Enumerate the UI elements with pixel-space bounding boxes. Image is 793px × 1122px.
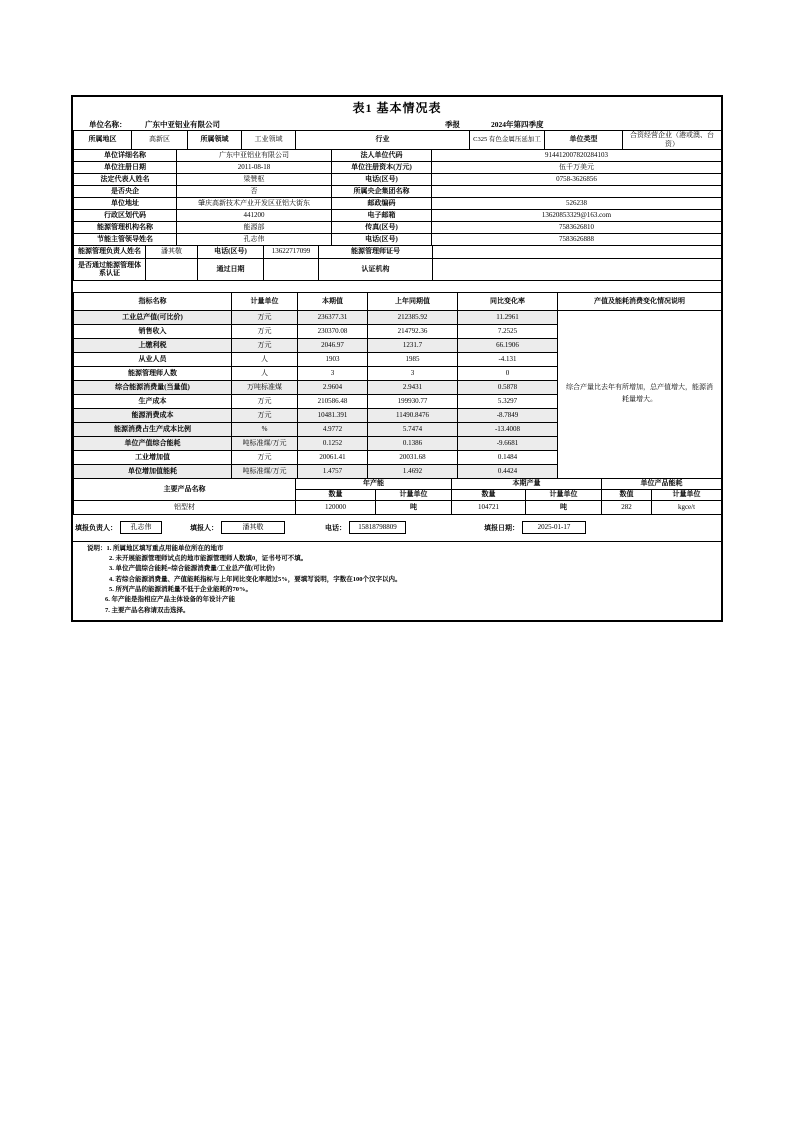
classification-table (73, 130, 722, 150)
filler-info-row (73, 515, 721, 541)
company-info-table (73, 149, 722, 246)
cert-org-value (433, 258, 722, 280)
indicator-previous: 3 (368, 366, 458, 380)
unit-name-value: 广东中亚铝业有限公司 (145, 120, 220, 129)
indicator-change: 5.3297 (458, 394, 558, 408)
note-item: 2. 未开展能源管理师试点的地市能源管理师人数填0，证书号可不填。 (109, 554, 308, 562)
indicator-change: 7.2525 (458, 324, 558, 338)
register-capital-value: 伍千万美元 (432, 161, 722, 173)
capacity-unit: 吨 (376, 500, 452, 514)
indicator-change: -9.6681 (458, 436, 558, 450)
legal-code-label: 法人单位代码 (332, 149, 432, 161)
industry-value: C325 有色金属压延加工 (470, 131, 545, 150)
indicator-change-header: 同比变化率 (458, 292, 558, 310)
basic-info-form (71, 95, 723, 622)
indicator-unit: 万元 (232, 324, 298, 338)
legal-code-value: 914412007820284103 (432, 149, 722, 161)
output-qty: 104721 (452, 500, 526, 514)
indicator-name: 工业增加值 (74, 450, 232, 464)
manager-cert-value (433, 245, 722, 258)
indicator-name: 工业总产值(可比价) (74, 310, 232, 324)
report-type-label: 季报 (445, 120, 460, 129)
indicator-name: 能源消费成本 (74, 408, 232, 422)
indicator-current: 3 (298, 366, 368, 380)
postcode-value: 526238 (432, 197, 722, 209)
fax-label: 传真(区号) (332, 221, 432, 233)
output-unit: 吨 (526, 500, 602, 514)
indicator-change: 0.1484 (458, 450, 558, 464)
info-row (74, 173, 722, 185)
indicator-name: 能源管理师人数 (74, 366, 232, 380)
lead-filler-label: 填报负责人： (75, 523, 117, 532)
indicator-unit: 万元 (232, 310, 298, 324)
indicator-table (73, 310, 722, 479)
indicator-unit-header: 计量单位 (232, 292, 298, 310)
capacity-header: 年产能 (296, 478, 452, 489)
energy-leader-value: 孔志伟 (177, 233, 332, 245)
email-value: 13620853329@163.com (432, 209, 722, 221)
indicator-current: 2.9604 (298, 380, 368, 394)
postcode-label: 邮政编码 (332, 197, 432, 209)
indicator-previous: 1.4692 (368, 464, 458, 478)
indicator-current: 20061.41 (298, 450, 368, 464)
indicator-current-header: 本期值 (298, 292, 368, 310)
indicator-name: 销售收入 (74, 324, 232, 338)
indicator-change: 11.2961 (458, 310, 558, 324)
info-row (74, 149, 722, 161)
field-value: 工业领域 (242, 131, 296, 150)
unit-type-value: 合资经营企业（港或澳、台资） (623, 131, 722, 150)
indicator-unit: 万元 (232, 338, 298, 352)
detail-name-value: 广东中亚铝业有限公司 (177, 149, 332, 161)
indicator-name: 单位产值综合能耗 (74, 436, 232, 450)
manager-cert-label: 能源管理师证号 (319, 245, 433, 258)
legal-rep-label: 法定代表人姓名 (74, 173, 177, 185)
filler-phone-label: 电话： (325, 523, 346, 532)
certification-row (74, 258, 722, 280)
info-row (74, 197, 722, 209)
energy-manager-row (74, 245, 722, 258)
indicator-unit: 吨标准煤/万元 (232, 436, 298, 450)
indicator-change: 0 (458, 366, 558, 380)
central-group-label: 所属央企集团名称 (332, 185, 432, 197)
output-header: 本期产量 (452, 478, 602, 489)
indicator-change: -8.7849 (458, 408, 558, 422)
detail-name-label: 单位详细名称 (74, 149, 177, 161)
indicator-unit: 人 (232, 366, 298, 380)
indicator-name: 生产成本 (74, 394, 232, 408)
filler-field[interactable]: 潘其敬 (221, 521, 285, 534)
indicator-previous: 0.1386 (368, 436, 458, 450)
indicator-name: 上缴利税 (74, 338, 232, 352)
capacity-qty: 120000 (296, 500, 376, 514)
register-capital-label: 单位注册资本(万元) (332, 161, 432, 173)
address-label: 单位地址 (74, 197, 177, 209)
note-item: 6. 年产能是指相应产品主体设备的年设计产能 (105, 596, 235, 604)
note-item: 4. 若综合能源消费量、产值能耗指标与上年同比变化率超过5%，要填写说明，字数在100个汉字以内。 (109, 575, 402, 583)
indicator-previous: 214792.36 (368, 324, 458, 338)
product-row (74, 500, 722, 514)
indicator-change: 66.1906 (458, 338, 558, 352)
indicator-header-row (74, 292, 722, 310)
indicator-current: 4.9772 (298, 422, 368, 436)
indicator-current: 1903 (298, 352, 368, 366)
manager-phone-value: 13622717099 (264, 245, 319, 258)
indicator-previous: 11490.8476 (368, 408, 458, 422)
info-row (74, 221, 722, 233)
indicator-current: 1.4757 (298, 464, 368, 478)
filler-phone-field[interactable]: 15818798809 (349, 521, 406, 534)
form-title: 表1 基本情况表 (352, 101, 442, 115)
notes-section (73, 541, 721, 621)
indicator-change: -4.131 (458, 352, 558, 366)
energy-org-label: 能源管理机构名称 (74, 221, 177, 233)
classification-row (74, 131, 722, 150)
central-enterprise-value: 否 (177, 185, 332, 197)
admin-code-label: 行政区划代码 (74, 209, 177, 221)
indicator-unit: 吨标准煤/万元 (232, 464, 298, 478)
indicator-previous: 5.7474 (368, 422, 458, 436)
register-date-label: 单位注册日期 (74, 161, 177, 173)
indicator-previous: 212385.92 (368, 310, 458, 324)
indicator-unit: 万元 (232, 450, 298, 464)
product-header-row (74, 478, 722, 489)
notes-label: 说明： (87, 544, 107, 552)
cert-pass-value (146, 258, 198, 280)
certification-table (73, 258, 722, 281)
energy-manager-label: 能源管理负责人姓名 (74, 245, 146, 258)
note-item: 7. 主要产品名称请双击选择。 (105, 606, 190, 614)
indicator-previous: 2.9431 (368, 380, 458, 394)
leader-phone-label: 电话(区号) (332, 233, 432, 245)
indicator-current: 2046.97 (298, 338, 368, 352)
energy-org-value: 能源部 (177, 221, 332, 233)
note-item: 3. 单位产值综合能耗=综合能源消费量/工业总产值(可比价) (109, 565, 275, 573)
product-table (73, 478, 722, 515)
indicator-unit: 人 (232, 352, 298, 366)
fax-value: 7583626810 (432, 221, 722, 233)
unit-name-row (73, 117, 721, 131)
central-group-value (432, 185, 722, 197)
indicator-previous: 199930.77 (368, 394, 458, 408)
change-explanation: 综合产量比去年有所增加，总产值增大，能源消耗量增大。 (558, 310, 722, 478)
indicator-header-table (73, 292, 722, 311)
energy-value-header: 数值 (602, 489, 652, 500)
info-row (74, 209, 722, 221)
energy-unit-header: 计量单位 (652, 489, 722, 500)
indicator-change: -13.4008 (458, 422, 558, 436)
indicator-change: 0.5878 (458, 380, 558, 394)
energy-unit: kgce/t (652, 500, 722, 514)
indicator-name-header: 指标名称 (74, 292, 232, 310)
info-row (74, 233, 722, 245)
indicator-name: 能源消费占生产成本比例 (74, 422, 232, 436)
central-enterprise-label: 是否央企 (74, 185, 177, 197)
register-date-value: 2011-08-18 (177, 161, 332, 173)
note-item: 1. 所属地区填写重点用能单位所在的地市 (106, 544, 224, 552)
indicator-previous-header: 上年同期值 (368, 292, 458, 310)
indicator-note-header: 产值及能耗消费变化情况说明 (558, 292, 722, 310)
indicator-name: 单位增加值能耗 (74, 464, 232, 478)
indicator-row (74, 310, 722, 324)
indicator-unit: 万元 (232, 394, 298, 408)
manager-phone-label: 电话(区号) (198, 245, 264, 258)
legal-rep-value: 梁赞枢 (177, 173, 332, 185)
indicator-name: 从业人员 (74, 352, 232, 366)
indicator-current: 10481.391 (298, 408, 368, 422)
cert-org-label: 认证机构 (319, 258, 433, 280)
indicator-current: 210586.48 (298, 394, 368, 408)
energy-leader-label: 节能主管领导姓名 (74, 233, 177, 245)
indicator-previous: 1231.7 (368, 338, 458, 352)
filler-label: 填报人： (190, 523, 218, 532)
cert-date-label: 通过日期 (198, 258, 264, 280)
report-period-value: 2024年第四季度 (491, 120, 544, 129)
indicator-current: 230370.08 (298, 324, 368, 338)
lead-filler-field[interactable]: 孔志伟 (120, 521, 162, 534)
indicator-current: 0.1252 (298, 436, 368, 450)
phone-value: 0758-3626856 (432, 173, 722, 185)
phone-label: 电话(区号) (332, 173, 432, 185)
indicator-current: 236377.31 (298, 310, 368, 324)
region-label: 所属地区 (74, 131, 132, 150)
indicator-unit: 万吨标准煤 (232, 380, 298, 394)
indicator-previous: 20031.68 (368, 450, 458, 464)
fill-date-label: 填报日期： (484, 523, 519, 532)
region-value: 高新区 (132, 131, 188, 150)
admin-code-value: 441200 (177, 209, 332, 221)
capacity-unit-header: 计量单位 (376, 489, 452, 500)
field-label: 所属领域 (188, 131, 242, 150)
cert-pass-label: 是否通过能源管理体系认证 (74, 258, 146, 280)
info-row (74, 161, 722, 173)
indicator-name: 综合能源消费量(当量值) (74, 380, 232, 394)
indicator-change: 0.4424 (458, 464, 558, 478)
fill-date-field[interactable]: 2025-01-17 (522, 521, 586, 534)
unit-name-label: 单位名称： (89, 120, 127, 129)
energy-manager-table (73, 245, 722, 259)
note-item: 5. 所列产品的能源消耗量不低于企业能耗的70%。 (109, 586, 252, 594)
output-unit-header: 计量单位 (526, 489, 602, 500)
address-value: 肇庆高新技术产业开发区亚铝大街东 (177, 197, 332, 209)
indicator-unit: % (232, 422, 298, 436)
indicator-unit: 万元 (232, 408, 298, 422)
energy-value: 282 (602, 500, 652, 514)
info-row (74, 185, 722, 197)
output-qty-header: 数量 (452, 489, 526, 500)
product-name: 铝型材 (74, 500, 296, 514)
capacity-qty-header: 数量 (296, 489, 376, 500)
product-name-header: 主要产品名称 (74, 478, 296, 500)
industry-label: 行业 (296, 131, 470, 150)
leader-phone-value: 7583626888 (432, 233, 722, 245)
unit-type-label: 单位类型 (545, 131, 623, 150)
cert-date-value (264, 258, 319, 280)
email-label: 电子邮箱 (332, 209, 432, 221)
unit-energy-header: 单位产品能耗 (602, 478, 722, 489)
indicator-previous: 1985 (368, 352, 458, 366)
energy-manager-value: 潘其敬 (146, 245, 198, 258)
